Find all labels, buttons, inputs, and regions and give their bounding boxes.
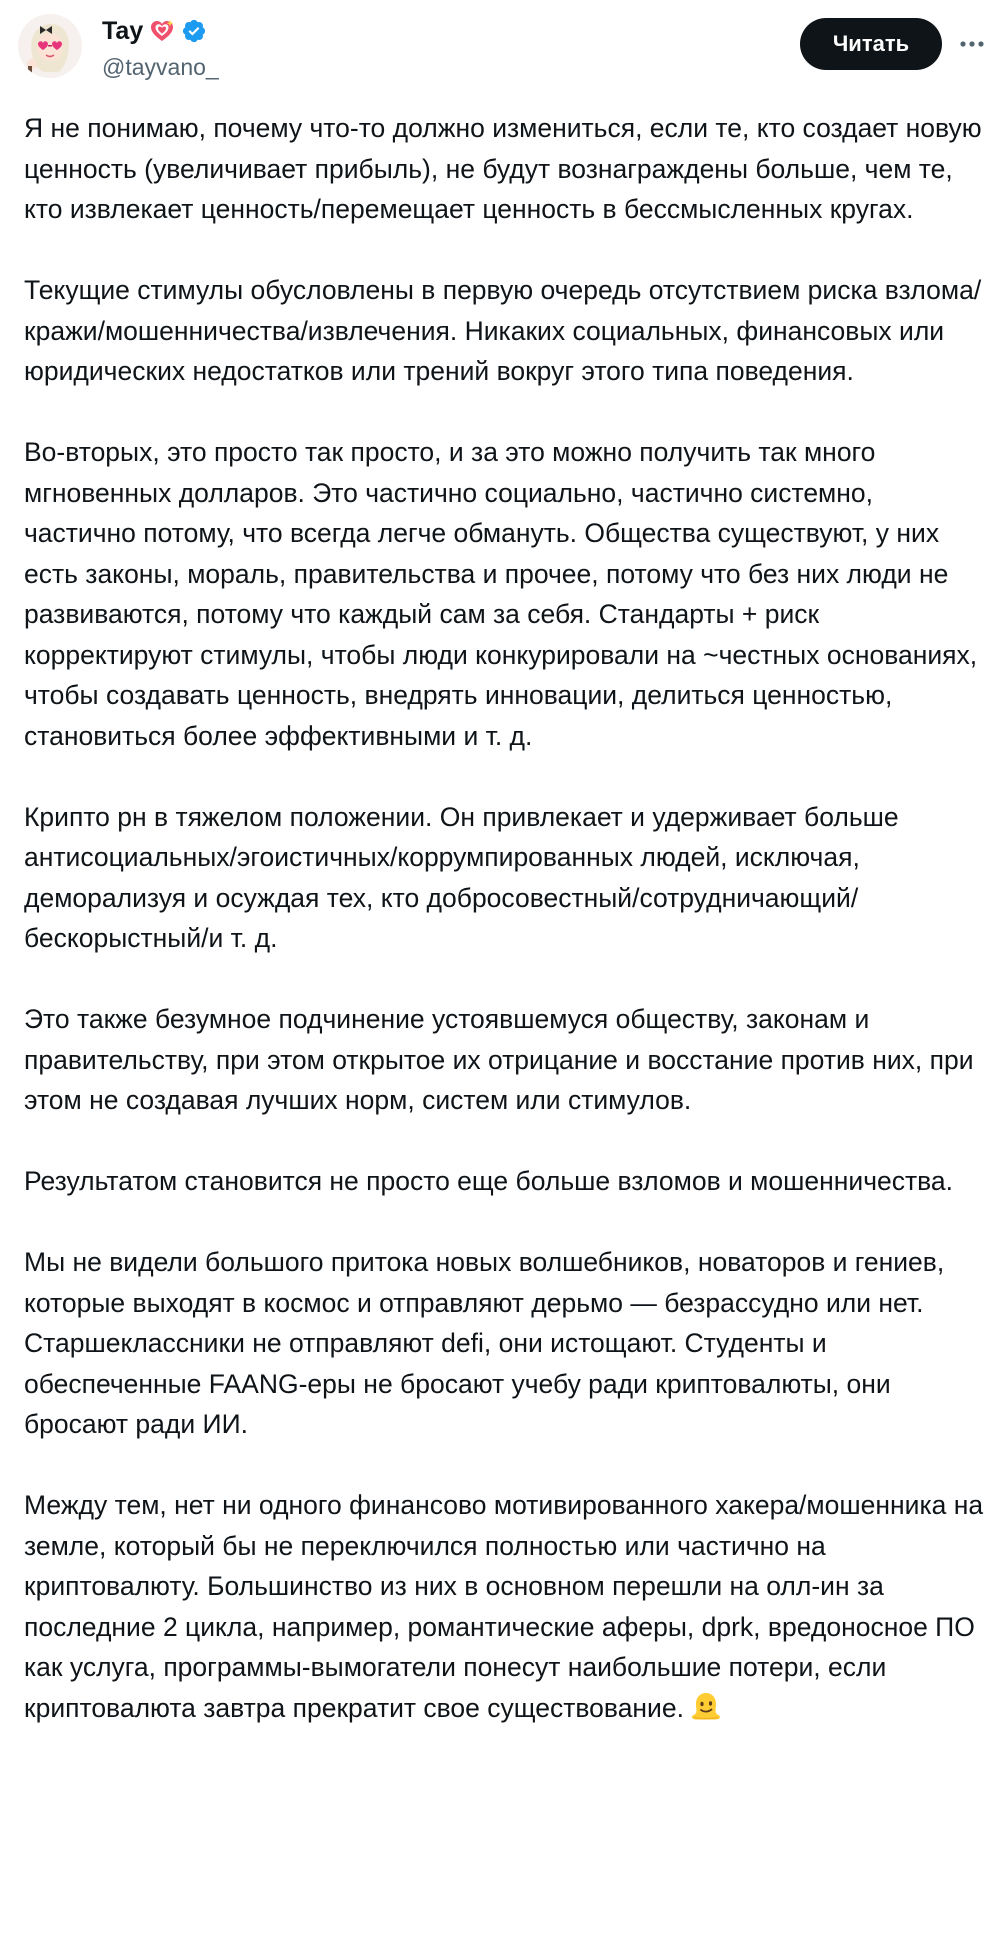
tweet-paragraph: Мы не видели большого притока новых волшебников, новаторов и гениев, которые выходят в космос и отправляют дерьмо — безрассудно или нет. Старшеклассники не отправляют defi, они истощают. Студенты и обеспеченные FAANG-еры не бросают учебу ради криптовалюты, они бросают ради ИИ. xyxy=(24,1247,945,1439)
display-name[interactable]: Tay xyxy=(102,17,144,45)
tweet-paragraph: Я не понимаю, почему что-то должно измениться, если те, кто создает новую ценность (увеличивает прибыль), не будут вознаграждены больше, чем те, кто извлекает ценность/перемещает ценность в бессмысленных кругах. xyxy=(24,113,982,224)
tweet-header xyxy=(0,0,1000,100)
avatar-illustration-icon xyxy=(18,14,82,78)
more-options-button[interactable] xyxy=(952,26,992,62)
tweet-paragraph: Крипто рн в тяжелом положении. Он привлекает и удерживает больше антисоциальных/эгоистичных/коррумпированных людей, исключая, деморализуя и осуждая тех, кто добросовестный/сотрудничающий/бескорыстный/и т. д. xyxy=(24,801,899,953)
verified-badge-icon xyxy=(181,18,207,44)
tweet-text xyxy=(24,108,984,1728)
tweet-paragraph: Результатом становится не просто еще больше взломов и мошенничества. xyxy=(24,1166,954,1196)
follow-button[interactable]: Читать xyxy=(800,18,942,70)
avatar[interactable] xyxy=(18,14,82,78)
heart-sparkle-icon xyxy=(149,18,175,44)
melting-face-emoji-icon xyxy=(690,1690,722,1722)
tweet-paragraph-last xyxy=(24,1485,984,1728)
tweet-paragraph: Это также безумное подчинение устоявшемуся обществу, законам и правительству, при этом открытое их отрицание и восстание против них, при этом не создавая лучших норм, систем или стимулов. xyxy=(24,1004,974,1115)
tweet-paragraph: Во-вторых, это просто так просто, и за это можно получить так много мгновенных долларов. Это частично социально, частично системно, частично потому, что всегда легче обмануть. Общества существуют, у них есть законы, мораль, правительства и прочее, потому что без них люди не развиваются, потому что каждый сам за себя. Стандарты + риск корректируют стимулы, чтобы люди конкурировали на ~честных основаниях, чтобы создавать ценность, внедрять инновации, делиться ценностью, становиться более эффективными и т. д. xyxy=(24,437,978,751)
more-horizontal-icon xyxy=(959,40,985,48)
author-handle[interactable]: @tayvano_ xyxy=(102,54,219,80)
tweet-paragraph: Текущие стимулы обусловлены в первую очередь отсутствием риска взлома/кражи/мошенничества/извлечения. Никаких социальных, финансовых или юридических недостатков или трений вокруг этого типа поведения. xyxy=(24,275,982,386)
author-name-row[interactable] xyxy=(102,16,207,46)
tweet-paragraph-text: Между тем, нет ни одного финансово мотивированного хакера/мошенника на земле, который бы не переключился полностью или частично на криптовалюту. Большинство из них в основном перешли на олл-ин за последние 2 цикла, например, романтические аферы, dprk, вредоносное ПО как услуга, программы-вымогатели понесут наибольшие потери, если криптовалюта завтра прекратит свое существование. xyxy=(24,1490,984,1723)
